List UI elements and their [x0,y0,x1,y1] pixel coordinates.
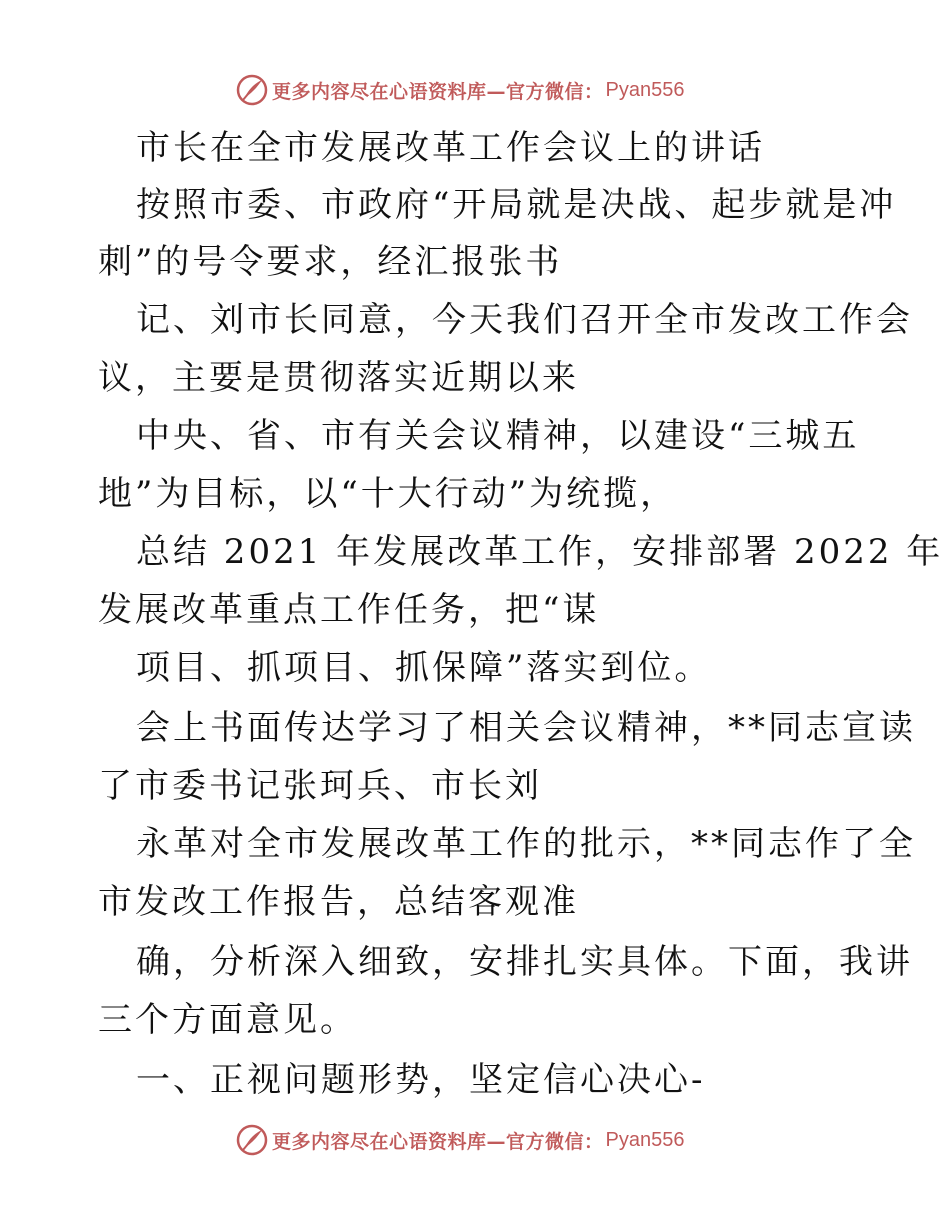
body-line: 按照市委、市政府“开局就是决战、起步就是冲 [136,185,897,225]
watermark-handle: Pyan556 [605,1128,685,1151]
document-title: 市长在全市发展改革工作会议上的讲话 [136,128,765,168]
watermark-handle: Pyan556 [605,78,685,101]
watermark-text: 更多内容尽在心语资料库—官方微信： [272,1130,604,1153]
body-line: 会上书面传达学习了相关会议精神，**同志宣读 [136,708,916,748]
watermark-text: 更多内容尽在心语资料库—官方微信： [272,80,604,103]
watermark-banner-bottom [236,1122,684,1158]
body-line: 记、刘市长同意，今天我们召开全市发改工作会 [136,300,913,340]
body-line: 议，主要是贯彻落实近期以来 [98,358,579,398]
quill-logo-icon [236,74,268,106]
body-line: 中央、省、市有关会议精神，以建设“三城五 [136,416,860,456]
body-line: 市发改工作报告，总结客观准 [98,882,579,922]
watermark-banner-top [236,72,684,108]
body-line: 地”为目标，以“十大行动”为统揽， [98,474,678,514]
body-line: 项目、抓项目、抓保障”落实到位。 [136,648,712,688]
quill-logo-icon [236,1124,268,1156]
body-line: 了市委书记张珂兵、市长刘 [98,766,542,806]
body-line: 刺”的号令要求，经汇报张书 [98,242,563,282]
body-line: 永革对全市发展改革工作的批示，**同志作了全 [136,824,916,864]
body-line: 三个方面意见。 [98,1000,357,1040]
body-line: 总结 2021 年发展改革工作，安排部署 2022 年 [136,532,944,572]
section-heading: 一、正视问题形势，坚定信心决心- [136,1060,706,1100]
body-line: 确，分析深入细致，安排扎实具体。下面，我讲 [136,942,913,982]
body-line: 发展改革重点工作任务，把“谋 [98,590,600,630]
